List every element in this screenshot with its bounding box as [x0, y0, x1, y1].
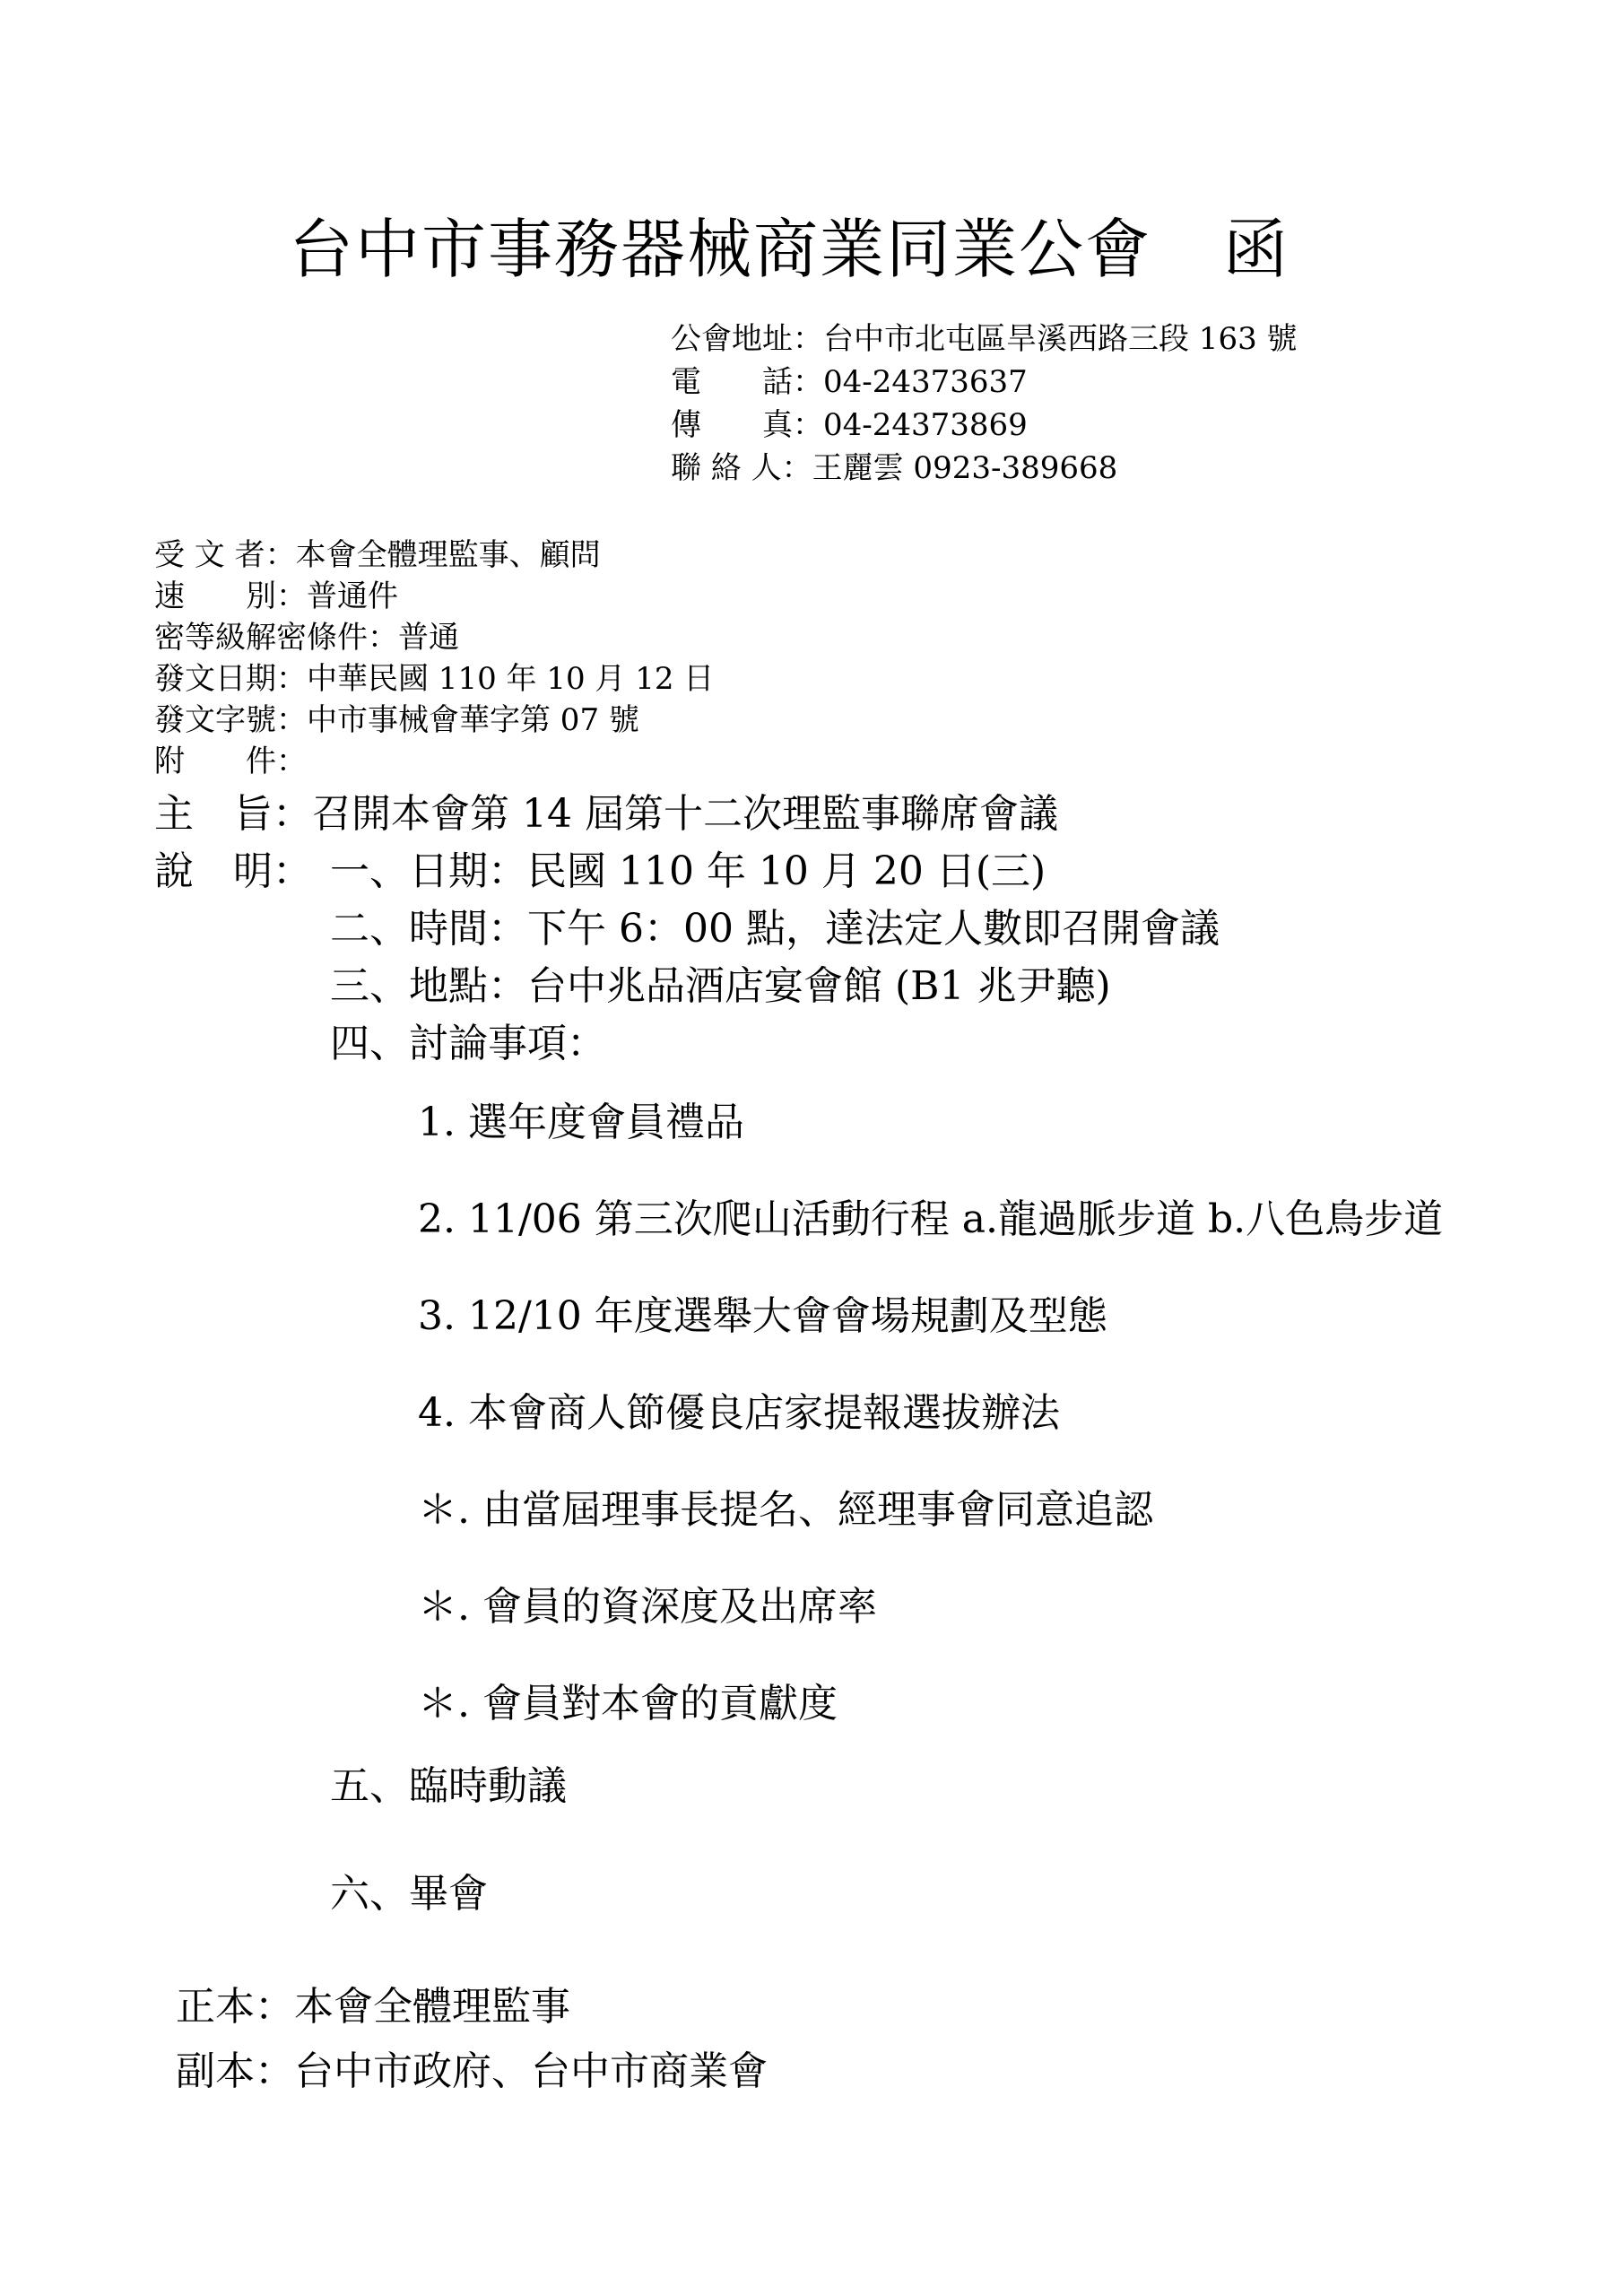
subject-label: 主 旨：: [154, 791, 312, 837]
attachment-line: 附 件：: [154, 744, 307, 779]
explanation-item: 三、地點：台中兆品酒店宴會館 (B1 兆尹聽): [330, 963, 1111, 1009]
contact-person-value: 王麗雲 0923-389668: [812, 450, 1118, 486]
explanation-item-5: 五、臨時動議: [330, 1763, 567, 1809]
classification-line: 密等級解密條件：普通: [154, 620, 459, 656]
contact-fax: [671, 404, 1028, 447]
contact-person-label: 聯 絡 人：: [671, 450, 812, 486]
document-title: [289, 204, 1290, 294]
phone-label: 電 話：: [671, 364, 823, 400]
criteria-item: ＊. 由當屆理事長提名、經理事會同意追認: [418, 1487, 1153, 1533]
explanation-item: 四、討論事項：: [330, 1021, 606, 1066]
explanation-item-6: 六、畢會: [330, 1871, 488, 1917]
recipient-line: 受 文 者：本會全體理監事、顧問: [154, 537, 601, 573]
discussion-item: 2. 11/06 第三次爬山活動行程 a.龍過脈步道 b.八色鳥步道: [418, 1196, 1444, 1242]
explanation-label: 說 明：: [154, 848, 312, 894]
subject-text: 召開本會第 14 屆第十二次理監事聯席會議: [312, 791, 1058, 837]
subject-line: [154, 787, 1058, 841]
document-type: 函: [1223, 212, 1290, 287]
organization-name: 台中市事務器械商業同業公會: [289, 212, 1152, 287]
discussion-item: 1. 選年度會員禮品: [418, 1100, 744, 1145]
criteria-item: ＊. 會員對本會的貢獻度: [418, 1681, 838, 1726]
fax-label: 傳 真：: [671, 407, 823, 443]
issue-date-line: 發文日期：中華民國 110 年 10 月 12 日: [154, 661, 715, 697]
contact-person: [671, 447, 1117, 490]
explanation-item: 二、時間：下午 6：00 點，達法定人數即召開會議: [330, 906, 1220, 952]
contact-phone: [671, 361, 1028, 404]
copy-recipients: 副本：台中市政府、台中市商業會: [176, 2048, 768, 2094]
contact-address: 公會地址：台中市北屯區旱溪西路三段 163 號: [671, 321, 1298, 357]
criteria-item: ＊. 會員的資深度及出席率: [418, 1584, 877, 1630]
phone-number: 04-24373637: [823, 364, 1028, 400]
speed-line: 速 別：普通件: [154, 578, 398, 614]
explanation-item: 一、日期：民國 110 年 10 月 20 日(三): [330, 848, 1046, 894]
original-recipients: 正本：本會全體理監事: [176, 1984, 570, 2030]
discussion-item: 4. 本會商人節優良店家提報選拔辦法: [418, 1390, 1060, 1436]
document-number-line: 發文字號：中市事械會華字第 07 號: [154, 702, 639, 738]
fax-number: 04-24373869: [823, 407, 1028, 443]
discussion-item: 3. 12/10 年度選舉大會會場規劃及型態: [418, 1293, 1107, 1339]
